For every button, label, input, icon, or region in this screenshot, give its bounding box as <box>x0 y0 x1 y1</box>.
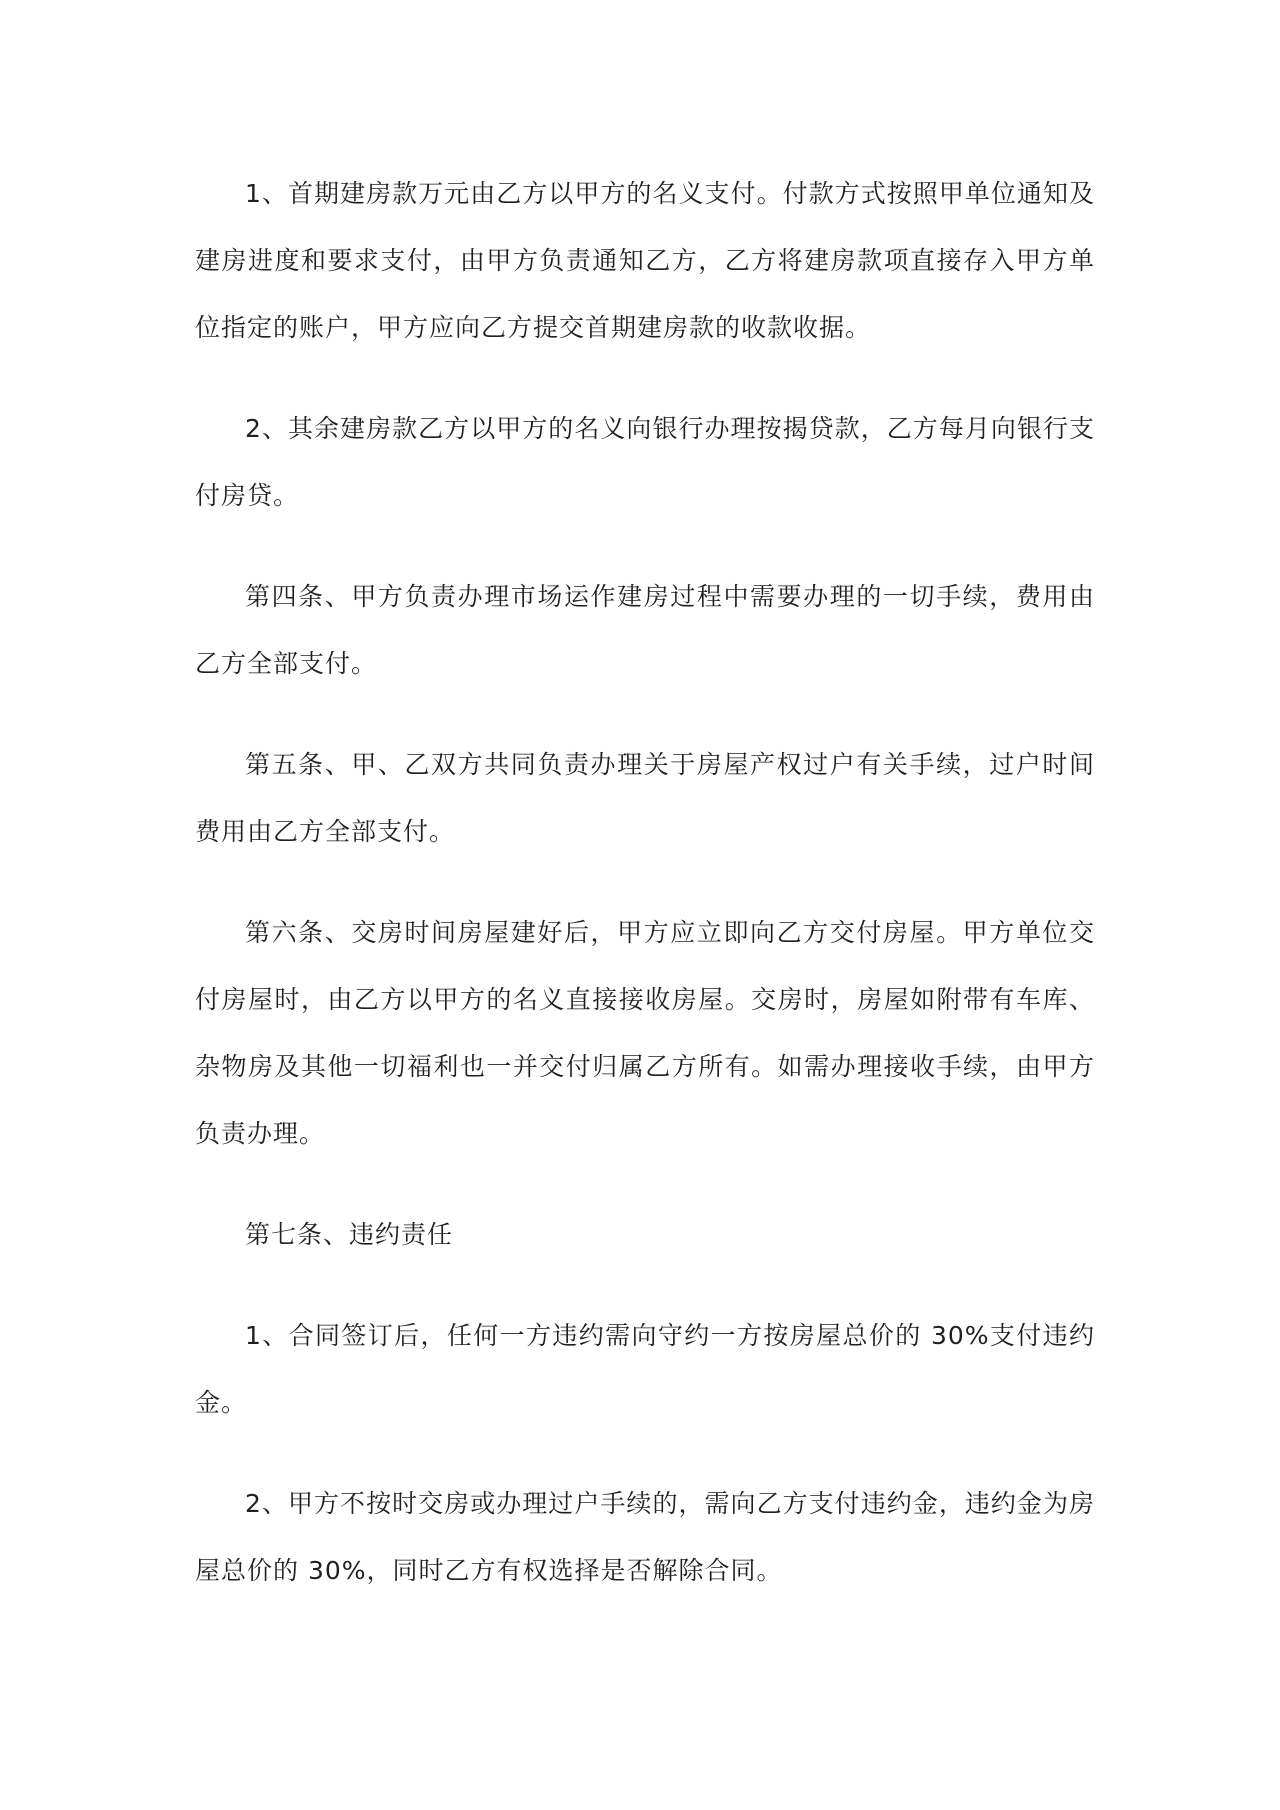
paragraph-breach-2: 2、甲方不按时交房或办理过户手续的，需向乙方支付违约金，违约金为房屋总价的 30%，同时乙方有权选择是否解除合同。 <box>195 1489 1095 1585</box>
paragraph-article-7-heading: 第七条、违约责任 <box>245 1220 454 1249</box>
document-body <box>195 160 1095 1638</box>
paragraph-article-5: 第五条、甲、乙双方共同负责办理关于房屋产权过户有关手续，过户时间费用由乙方全部支付。 <box>195 750 1095 846</box>
paragraph-article-4: 第四条、甲方负责办理市场运作建房过程中需要办理的一切手续，费用由乙方全部支付。 <box>195 582 1095 678</box>
paragraph-article-6: 第六条、交房时间房屋建好后，甲方应立即向乙方交付房屋。甲方单位交付房屋时，由乙方以甲方的名义直接接收房屋。交房时，房屋如附带有车库、杂物房及其他一切福利也一并交付归属乙方所有。如需办理接收手续，由甲方负责办理。 <box>195 918 1095 1148</box>
paragraph-first-payment: 1、首期建房款万元由乙方以甲方的名义支付。付款方式按照甲单位通知及建房进度和要求支付，由甲方负责通知乙方，乙方将建房款项直接存入甲方单位指定的账户，甲方应向乙方提交首期建房款的收款收据。 <box>195 179 1095 342</box>
paragraph-remaining-payment: 2、其余建房款乙方以甲方的名义向银行办理按揭贷款，乙方每月向银行支付房贷。 <box>195 414 1095 510</box>
paragraph-breach-1: 1、合同签订后，任何一方违约需向守约一方按房屋总价的 30%支付违约金。 <box>195 1321 1095 1417</box>
